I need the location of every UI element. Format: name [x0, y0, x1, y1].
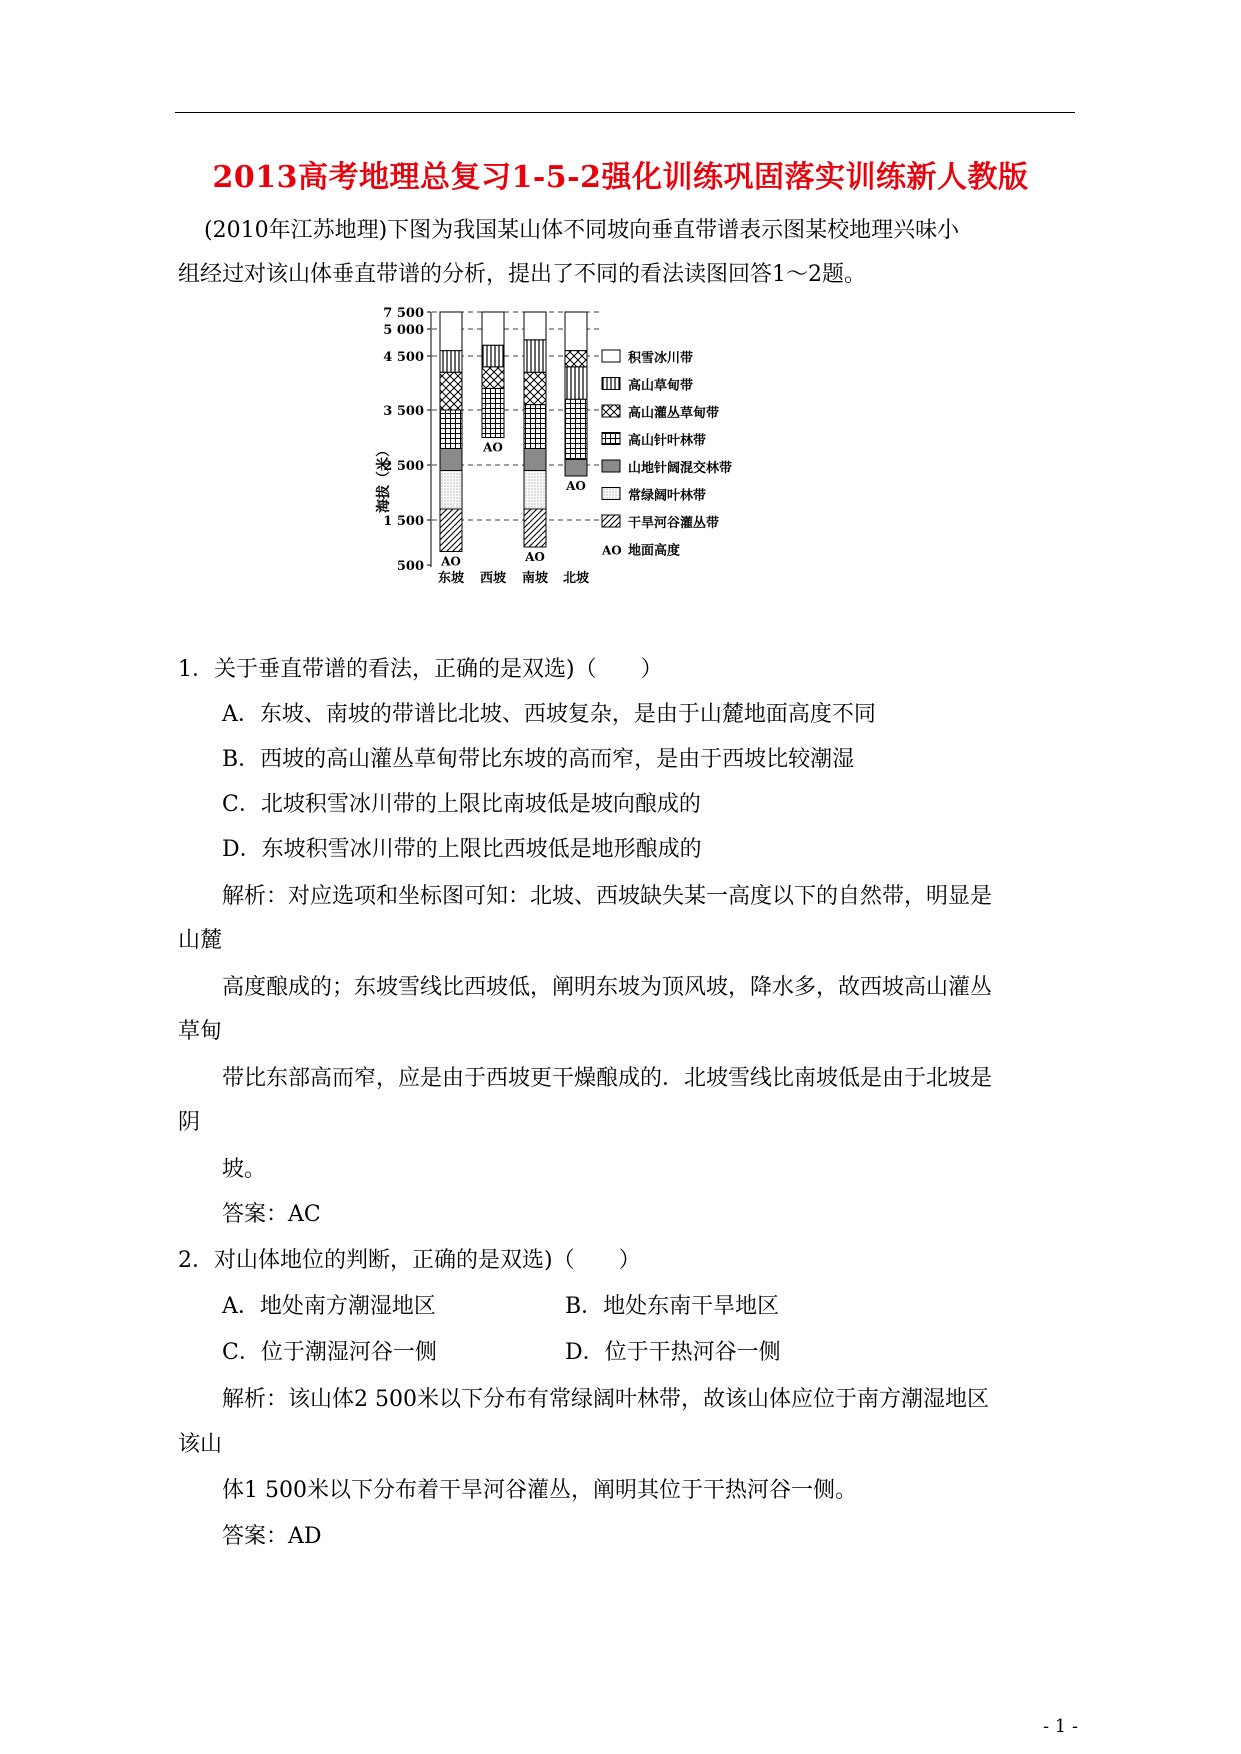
belt-shrub: [524, 372, 546, 404]
q1-explanation-2: 高度酿成的；东坡雪线比西坡低，阐明东坡为顶风坡，降水多，故西坡高山灌丛: [222, 975, 993, 1000]
legend-label: 地面高度: [628, 543, 681, 559]
belt-mixed: [440, 449, 462, 471]
q1-option-a: A．东坡、南坡的带谱比北坡、西坡复杂，是由于山麓地面高度不同: [222, 702, 876, 727]
q2-option-d: D．位于干热河谷一侧: [565, 1340, 781, 1365]
legend-code: AO: [602, 543, 622, 558]
q2-answer: 答案：AD: [222, 1524, 322, 1549]
belt-shrub: [565, 351, 587, 367]
legend-label: 积雪冰川带: [628, 351, 694, 366]
q2-option-a: A．地处南方潮湿地区: [222, 1294, 436, 1319]
legend-label: 高山草甸带: [628, 378, 694, 394]
y-tick-label: 7 500: [383, 306, 424, 321]
y-tick-label: 4 500: [383, 350, 424, 365]
y-tick-label: 5 000: [383, 323, 424, 338]
header-rule: [175, 112, 1075, 113]
q1-option-c: C．北坡积雪冰川带的上限比南坡低是坡向酿成的: [222, 792, 701, 817]
y-tick-label: 500: [396, 559, 424, 574]
q1-explanation-3: 带比东部高而窄，应是由于西坡更干燥酿成的．北坡雪线比南坡低是由于北坡是: [222, 1066, 993, 1091]
belt-conifer: [565, 399, 587, 459]
belt-meadow: [482, 345, 504, 367]
q2-stem: 2．对山体地位的判断，正确的是双选)（ ）: [178, 1248, 641, 1273]
q1-explanation-1b: 山麓: [178, 928, 223, 953]
belt-snow: [482, 312, 504, 345]
q1-option-d: D．东坡积雪冰川带的上限比西坡低是地形酿成的: [222, 837, 702, 862]
q2-explanation-1b: 该山: [178, 1432, 223, 1457]
q2-option-b: B．地处东南干旱地区: [565, 1294, 780, 1319]
belt-meadow: [524, 340, 546, 372]
base-label: AO: [483, 440, 503, 455]
belt-evergreen: [524, 471, 546, 510]
belt-dry: [440, 509, 462, 552]
legend-swatch-meadow: [602, 378, 620, 390]
y-tick-label: 1 500: [383, 514, 424, 529]
intro-line-1: (2010年江苏地理)下图为我国某山体不同坡向垂直带谱表示图某校地理兴味小: [204, 218, 960, 243]
belt-dry: [524, 509, 546, 547]
q1-explanation-2b: 草甸: [178, 1019, 223, 1044]
intro-line-2: 组经过对该山体垂直带谱的分析，提出了不同的看法读图回答1～2题。: [178, 262, 866, 287]
q1-option-b: B．西坡的高山灌丛草甸带比东坡的高而窄，是由于西坡比较潮湿: [222, 747, 855, 772]
belt-snow: [524, 312, 546, 340]
base-label: AO: [441, 554, 461, 569]
legend-label: 常绿阔叶林带: [628, 488, 707, 504]
belt-conifer: [482, 388, 504, 437]
legend-label: 高山针叶林带: [628, 433, 707, 449]
belt-meadow: [565, 367, 587, 399]
q2-explanation-2: 体1 500米以下分布着干旱河谷灌丛，阐明其位于干热河谷一侧。: [222, 1478, 857, 1503]
belt-mixed: [565, 460, 587, 477]
legend-swatch-conifer: [602, 433, 620, 445]
legend-label: 山地针阔混交林带: [628, 461, 733, 476]
y-tick-label: 3 500: [383, 404, 424, 419]
belt-shrub: [482, 367, 504, 389]
category-label: 北坡: [562, 571, 590, 586]
page-title: 2013高考地理总复习1-5-2强化训练巩固落实训练新人教版: [212, 160, 1029, 195]
q1-explanation-4: 坡。: [222, 1157, 267, 1182]
belt-shrub: [440, 372, 462, 410]
legend-swatch-evergreen: [602, 488, 620, 500]
base-label: AO: [525, 550, 545, 564]
legend-swatch-snow: [602, 350, 620, 362]
category-label: 西坡: [479, 571, 507, 586]
belt-evergreen: [440, 471, 462, 510]
category-label: 南坡: [521, 571, 549, 586]
y-axis-label: 海拔（米）: [376, 443, 392, 513]
page-number: - 1 -: [1043, 1716, 1079, 1737]
belt-mixed: [524, 449, 546, 471]
legend-swatch-mixed: [602, 460, 620, 472]
belt-snow: [565, 312, 587, 351]
legend-label: 干旱河谷灌丛带: [628, 516, 720, 531]
category-label: 东坡: [437, 571, 465, 586]
belt-conifer: [440, 410, 462, 449]
q1-stem: 1．关于垂直带谱的看法，正确的是双选)（ ）: [178, 657, 663, 682]
q2-option-c: C．位于潮湿河谷一侧: [222, 1340, 437, 1365]
legend-label: 高山灌丛草甸带: [628, 406, 720, 421]
belt-snow: [440, 312, 462, 351]
legend-swatch-shrub: [602, 405, 620, 417]
legend-swatch-dry: [602, 515, 620, 527]
q1-answer: 答案：AC: [222, 1202, 321, 1227]
belt-conifer: [524, 405, 546, 449]
y-tick-label: 2 500: [383, 459, 424, 474]
q1-explanation-3b: 阴: [178, 1110, 201, 1135]
q1-explanation-1: 解析：对应选项和坐标图可知：北坡、西坡缺失某一高度以下的自然带，明显是: [222, 884, 993, 909]
q2-explanation-1: 解析：该山体2 500米以下分布有常绿阔叶林带，故该山体应位于南方潮湿地区: [222, 1387, 989, 1412]
base-label: AO: [566, 479, 586, 493]
belt-meadow: [440, 351, 462, 373]
vertical-zone-chart: [376, 306, 870, 648]
